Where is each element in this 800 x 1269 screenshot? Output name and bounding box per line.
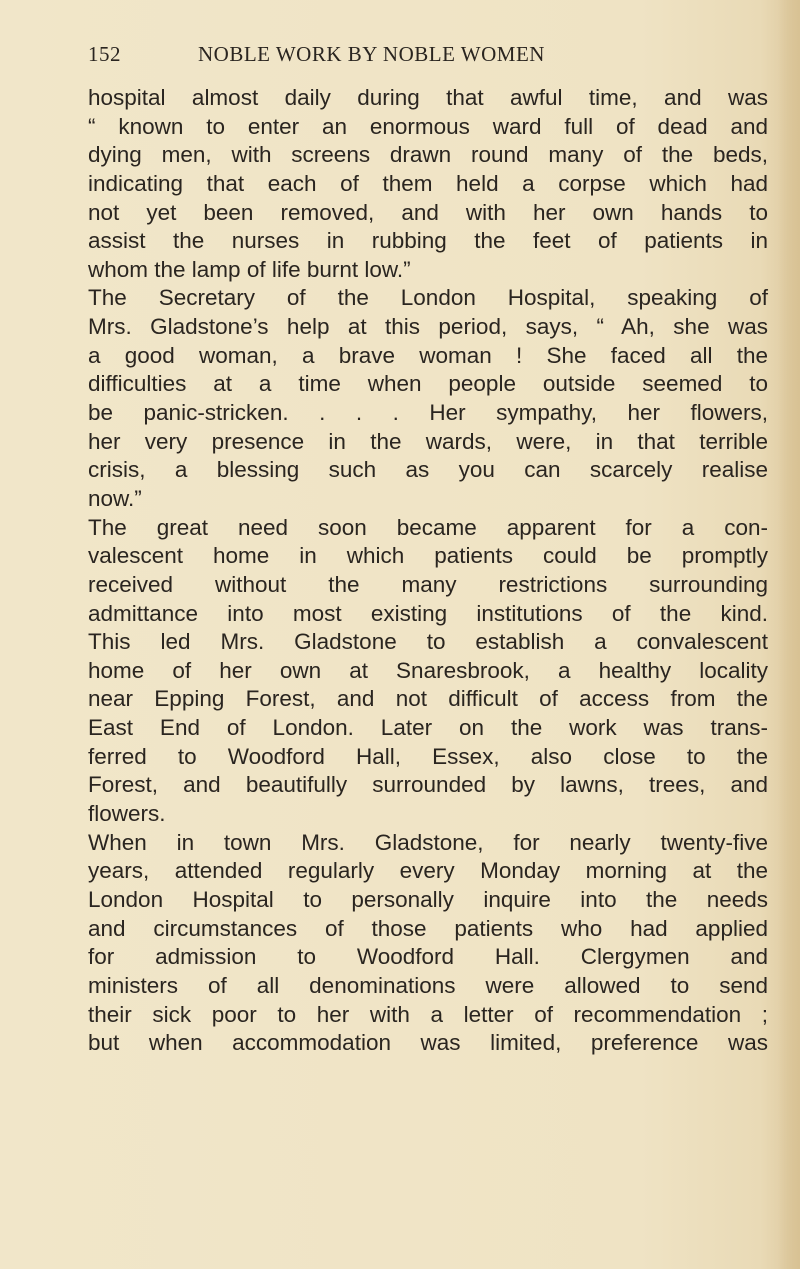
text-line: years, attended regularly every Monday morning at the: [88, 858, 768, 884]
text-line: When in town Mrs. Gladstone, for nearly twenty-five: [88, 829, 768, 855]
text-line: whom the lamp of life burnt low.”: [88, 256, 411, 282]
page-edge-shadow: [778, 0, 800, 1269]
text-line: “ known to enter an enormous ward full of dead and: [88, 113, 768, 139]
text-line: received without the many restrictions surrounding: [88, 571, 768, 597]
text-line: This led Mrs. Gladstone to establish a convalescent: [88, 629, 768, 655]
body-text: [88, 84, 768, 1058]
page-header: [88, 42, 768, 72]
text-line: valescent home in which patients could be promptly: [88, 543, 768, 569]
text-line: difficulties at a time when people outside seemed to: [88, 371, 768, 397]
text-line: now.”: [88, 485, 142, 511]
text-line: indicating that each of them held a corpse which had: [88, 170, 768, 196]
text-line: their sick poor to her with a letter of recommendation ;: [88, 1001, 768, 1027]
text-line: and circumstances of those patients who had applied: [88, 915, 768, 941]
text-line: assist the nurses in rubbing the feet of patients in: [88, 228, 768, 254]
text-line: dying men, with screens drawn round many of the beds,: [88, 142, 768, 168]
text-line: but when accommodation was limited, preference was: [88, 1030, 768, 1056]
text-line: East End of London. Later on the work was trans-: [88, 715, 768, 741]
text-line: crisis, a blessing such as you can scarcely realise: [88, 457, 768, 483]
text-line: London Hospital to personally inquire into the needs: [88, 886, 768, 912]
text-line: her very presence in the wards, were, in that terrible: [88, 428, 768, 454]
text-line: admittance into most existing institutions of the kind.: [88, 600, 768, 626]
text-line: ferred to Woodford Hall, Essex, also close to the: [88, 743, 768, 769]
text-line: a good woman, a brave woman ! She faced all the: [88, 342, 768, 368]
text-line: be panic-stricken. . . . Her sympathy, her flowers,: [88, 400, 768, 426]
text-line: Forest, and beautifully surrounded by lawns, trees, and: [88, 772, 768, 798]
text-line: near Epping Forest, and not difficult of access from the: [88, 686, 768, 712]
text-line: home of her own at Snaresbrook, a healthy locality: [88, 657, 768, 683]
text-line: The Secretary of the London Hospital, speaking of: [88, 285, 768, 311]
text-line: The great need soon became apparent for a con-: [88, 514, 768, 540]
text-line: flowers.: [88, 801, 166, 827]
page-number: 152: [88, 42, 121, 66]
text-line: for admission to Woodford Hall. Clergymen and: [88, 944, 768, 970]
text-line: ministers of all denominations were allowed to send: [88, 972, 768, 998]
text-line: Mrs. Gladstone’s help at this period, says, “ Ah, she was: [88, 314, 768, 340]
text-line: hospital almost daily during that awful time, and was: [88, 85, 768, 110]
text-line: not yet been removed, and with her own hands to: [88, 199, 768, 225]
running-title: NOBLE WORK BY NOBLE WOMEN: [198, 42, 545, 66]
